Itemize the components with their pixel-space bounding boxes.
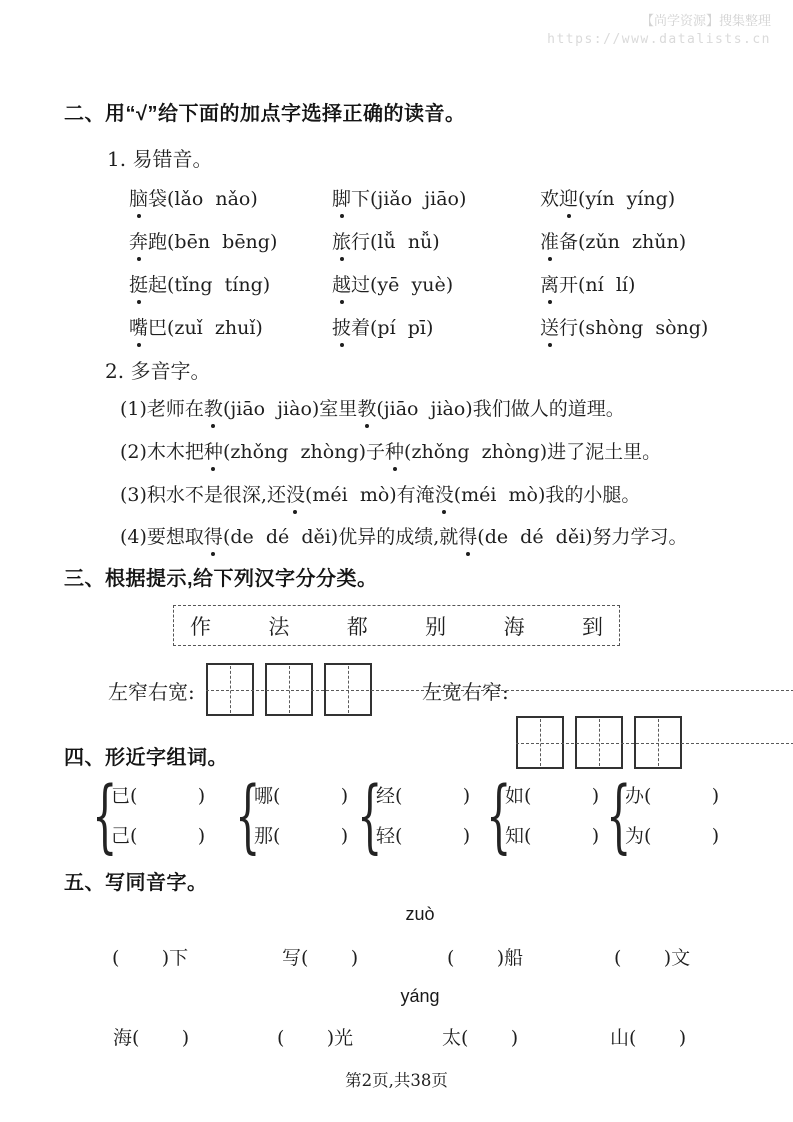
section-3-heading: 三、根据提示,给下列汉字分分类。 (64, 568, 378, 590)
dotted-char: 披 (332, 317, 352, 339)
word-suffix: 跑(bēn bēng) (148, 231, 278, 253)
writing-grid-cell (324, 663, 372, 716)
word-suffix: 开(ní lí) (559, 274, 636, 296)
bank-char: 别 (425, 614, 447, 639)
watermark-url: https://www.datalists.cn (547, 32, 771, 47)
sentence-segment: (zhǒng zhòng)进了泥土里。 (404, 441, 662, 463)
sentence-segment: (4)要想取 (120, 526, 204, 548)
sentence-segment: (1)老师在 (120, 398, 204, 420)
dotted-char: 得 (203, 526, 223, 548)
left-brace: { (606, 769, 632, 862)
pinyin-word-item (129, 313, 332, 341)
character-bank-box (173, 605, 620, 646)
pair-word-bottom: 那( ) (254, 825, 349, 847)
dotted-char: 得 (458, 526, 478, 548)
label-wide-left-narrow-right: 左宽右窄: (422, 680, 509, 704)
left-brace: { (357, 769, 383, 862)
dotted-char: 脑 (129, 188, 149, 210)
pair-word-bottom: 为( ) (625, 825, 720, 847)
pair-word-bottom: 己( ) (111, 825, 206, 847)
dotted-char: 没 (434, 484, 454, 506)
homophone-pinyin-yang: yáng (400, 986, 440, 1006)
word-suffix: 巴(zuǐ zhuǐ) (148, 317, 263, 339)
pinyin-word-row (129, 313, 769, 341)
dotted-char: 脚 (332, 188, 352, 210)
polyphone-sentence (120, 480, 640, 508)
writing-grid-cell (265, 663, 313, 716)
word-suffix: 过(yē yuè) (351, 274, 454, 296)
pinyin-word-item (332, 270, 540, 298)
dotted-char: 旅 (332, 231, 352, 253)
pinyin-word-item (129, 184, 332, 212)
homophone-blank: 山( ) (610, 1027, 687, 1049)
homophone-blank: ( )文 (614, 947, 691, 969)
dotted-char: 挺 (129, 274, 149, 296)
label-narrow-left-wide-right: 左窄右宽: (108, 680, 195, 704)
pinyin-word-item (540, 313, 769, 341)
homophone-blank: 太( ) (442, 1027, 519, 1049)
pinyin-word-item (332, 184, 540, 212)
dotted-char: 迎 (559, 188, 579, 210)
watermark (547, 10, 771, 47)
writing-grid-cell (634, 716, 682, 769)
section-2-sub1: 1. 易错音。 (107, 147, 213, 171)
bank-char: 到 (581, 614, 603, 639)
sentence-segment: (de dé děi)努力学习。 (477, 526, 688, 548)
homophone-pinyin-zuo: zuò (405, 904, 435, 924)
dotted-char: 离 (540, 274, 560, 296)
pinyin-word-item (540, 227, 769, 255)
homophone-blank: 海( ) (113, 1027, 190, 1049)
dotted-char: 种 (385, 441, 405, 463)
word-suffix: 备(zǔn zhǔn) (559, 231, 687, 253)
left-brace: { (486, 769, 512, 862)
pinyin-word-item (129, 270, 332, 298)
writing-grid-cell (516, 716, 564, 769)
dotted-char: 种 (203, 441, 223, 463)
pinyin-word-row (129, 184, 769, 212)
homophone-blank: ( )光 (277, 1027, 354, 1049)
dotted-char: 教 (357, 398, 377, 420)
word-suffix: 下(jiǎo jiāo) (351, 188, 467, 210)
sentence-segment: (méi mò)有淹 (304, 484, 435, 506)
section-4-heading: 四、形近字组词。 (64, 747, 228, 769)
watermark-source-text: 【尚学资源】搜集整理 (640, 13, 771, 28)
pair-word-top: 如( ) (505, 785, 600, 807)
word-suffix: 行(shòng sòng) (559, 317, 709, 339)
pinyin-word-row (129, 270, 769, 298)
sentence-segment: (jiāo jiào)室里 (222, 398, 358, 420)
dotted-char: 送 (540, 317, 560, 339)
dotted-char: 奔 (129, 231, 149, 253)
lookalike-pair-group (606, 769, 720, 862)
sentence-segment: (de dé děi)优异的成绩,就 (222, 526, 459, 548)
bank-char: 法 (268, 614, 290, 639)
dotted-char: 教 (203, 398, 223, 420)
bank-char: 海 (503, 614, 525, 639)
homophone-blank: 写( ) (282, 947, 359, 969)
lookalike-pair-group (92, 769, 206, 862)
pinyin-word-row (129, 227, 769, 255)
pinyin-word-item (332, 227, 540, 255)
polyphone-sentence (120, 394, 625, 422)
dotted-char: 越 (332, 274, 352, 296)
polyphone-sentence (120, 437, 661, 465)
pinyin-word-item (540, 270, 769, 298)
word-suffix: 起(tǐng tíng) (148, 274, 271, 296)
section-2-sub2: 2. 多音字。 (105, 359, 211, 383)
writing-grid-cell (575, 716, 623, 769)
pair-word-top: 经( ) (376, 785, 471, 807)
section-2-heading: 二、用“√”给下面的加点字选择正确的读音。 (64, 103, 466, 125)
sentence-segment: (3)积水不是很深,还 (120, 484, 286, 506)
bank-char: 都 (346, 614, 368, 639)
sentence-segment: (zhǒng zhòng)子 (222, 441, 386, 463)
left-brace: { (92, 769, 118, 862)
sentence-segment: (méi mò)我的小腿。 (453, 484, 641, 506)
page-number: 第2页,共38页 (345, 1071, 448, 1090)
lookalike-pair-group (235, 769, 349, 862)
polyphone-sentence (120, 522, 688, 550)
word-suffix: 着(pí pī) (351, 317, 434, 339)
homophone-blank: ( )船 (447, 947, 524, 969)
pair-word-bottom: 轻( ) (376, 825, 471, 847)
left-brace: { (235, 769, 261, 862)
writing-grid-strip (516, 716, 793, 769)
pinyin-word-item (129, 227, 332, 255)
dotted-char: 没 (285, 484, 305, 506)
word-prefix: 欢 (540, 188, 560, 210)
pair-word-top: 已( ) (111, 785, 206, 807)
dotted-char: 嘴 (129, 317, 149, 339)
pair-word-bottom: 知( ) (505, 825, 600, 847)
bank-char: 作 (190, 614, 211, 639)
lookalike-pair-group (486, 769, 600, 862)
sentence-segment: (2)木木把 (120, 441, 204, 463)
pinyin-word-item (540, 184, 769, 212)
pinyin-word-item (332, 313, 540, 341)
word-suffix: (yín yíng) (578, 188, 676, 210)
word-suffix: 袋(lǎo nǎo) (148, 188, 258, 210)
sentence-segment: (jiāo jiào)我们做人的道理。 (376, 398, 625, 420)
writing-grid-cell (206, 663, 254, 716)
pair-word-top: 办( ) (625, 785, 720, 807)
word-suffix: 行(lǚ nǚ) (351, 231, 440, 253)
pair-word-top: 哪( ) (254, 785, 349, 807)
dotted-char: 准 (540, 231, 560, 253)
lookalike-pair-group (357, 769, 471, 862)
homophone-blank: ( )下 (112, 947, 189, 969)
section-5-heading: 五、写同音字。 (64, 872, 208, 894)
